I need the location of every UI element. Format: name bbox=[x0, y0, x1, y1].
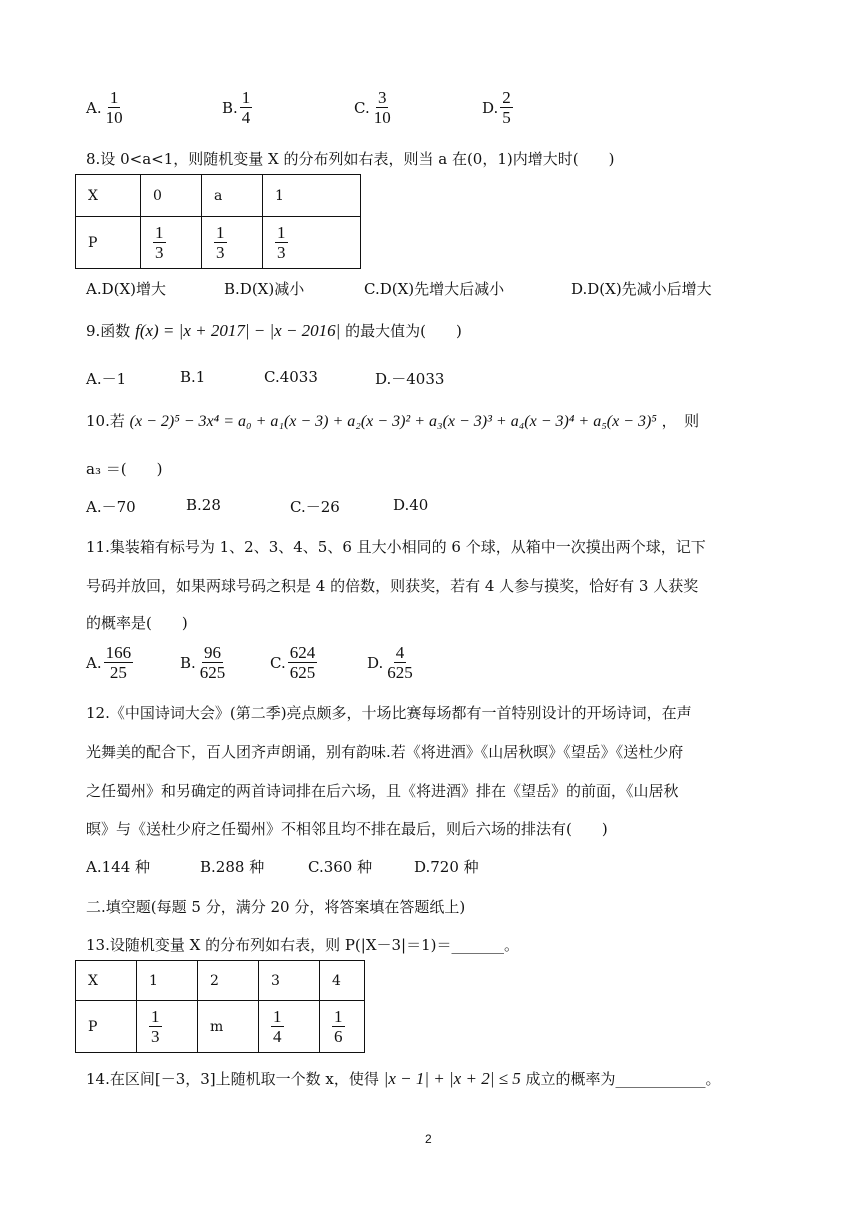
table-cell bbox=[141, 217, 202, 269]
table-cell: a bbox=[202, 175, 263, 217]
table-header-p: P bbox=[76, 217, 141, 269]
table-cell: 2 bbox=[198, 961, 259, 1001]
fraction: $\frac{1}{3}$ bbox=[277, 223, 286, 262]
q10-option-b: B.28 bbox=[186, 496, 221, 514]
table-cell bbox=[263, 217, 361, 269]
table-cell: 4 bbox=[320, 961, 365, 1001]
fraction: $\frac{3}{10}$ bbox=[373, 88, 391, 127]
fraction: $\frac{1}{6}$ bbox=[334, 1007, 343, 1046]
q7-option-a bbox=[86, 88, 125, 127]
q10-line2: a₃ ＝( ) bbox=[86, 460, 163, 478]
q11-option-d bbox=[367, 643, 415, 682]
fraction: $\frac{1}{3}$ bbox=[216, 223, 225, 262]
q9-option-c: C.4033 bbox=[264, 368, 318, 386]
q10-formula: (x − 2)⁵ − 3x⁴ = a₀ + a₁(x − 3) + a₂(x − 3)² + a₃(x − 3)³ + a₄(x − 3)⁴ + a₅(x − 3)⁵ bbox=[129, 413, 657, 430]
q11-option-c bbox=[270, 643, 317, 682]
table-cell: 1 bbox=[263, 175, 361, 217]
q12-option-c: C.360 种 bbox=[308, 858, 373, 876]
q14-suffix: 成立的概率为____________。 bbox=[525, 1070, 721, 1088]
q7-option-d bbox=[482, 88, 513, 127]
table-cell: 1 bbox=[137, 961, 198, 1001]
table-cell bbox=[259, 1001, 320, 1053]
page-number: 2 bbox=[425, 1132, 432, 1146]
q12-line-2: 光舞美的配合下，百人团齐声朗诵，别有韵味.若《将进酒》《山居秋暝》《望岳》《送杜少府 bbox=[86, 743, 684, 761]
q9-suffix: 的最大值为( ) bbox=[345, 322, 462, 340]
option-label: D. bbox=[482, 98, 499, 117]
q14-prefix: 14.在区间[－3，3]上随机取一个数 x，使得 bbox=[86, 1070, 379, 1088]
fraction: $\frac{96}{625}$ bbox=[199, 643, 226, 682]
option-label: B. bbox=[222, 98, 238, 117]
option-label: C. bbox=[270, 653, 286, 672]
q10-option-d: D.40 bbox=[393, 496, 429, 514]
q9-stem bbox=[86, 320, 462, 341]
fraction: $\frac{624}{625}$ bbox=[289, 643, 316, 682]
q11-line-3: 的概率是( ) bbox=[86, 614, 188, 632]
table-cell: 3 bbox=[259, 961, 320, 1001]
q12-option-b: B.288 种 bbox=[200, 858, 265, 876]
q11-line-1: 11.集装箱有标号为 1、2、3、4、5、6 且大小相同的 6 个球，从箱中一次摸出两个球，记下 bbox=[86, 538, 706, 556]
fraction: $\frac{1}{3}$ bbox=[151, 1007, 160, 1046]
q8-distribution-table bbox=[75, 174, 361, 269]
q14-stem bbox=[86, 1068, 721, 1089]
q13-distribution-table bbox=[75, 960, 365, 1053]
option-label: D. bbox=[367, 653, 384, 672]
q8-stem: 8.设 0<a<1，则随机变量 X 的分布列如右表，则当 a 在(0，1)内增大时( ) bbox=[86, 150, 615, 168]
q8-option-d: D.D(X)先减小后增大 bbox=[571, 280, 712, 298]
fraction: $\frac{1}{10}$ bbox=[105, 88, 123, 127]
fraction: $\frac{166}{25}$ bbox=[105, 643, 132, 682]
q11-option-b bbox=[180, 643, 227, 682]
option-label: B. bbox=[180, 653, 196, 672]
q10-suffix: ， 则 bbox=[661, 412, 700, 430]
fraction: $\frac{1}{4}$ bbox=[273, 1007, 282, 1046]
q10-prefix: 10.若 bbox=[86, 412, 125, 430]
section-heading: 二.填空题(每题 5 分，满分 20 分，将答案填在答题纸上) bbox=[86, 898, 466, 916]
q9-formula: f(x) = |x + 2017| − |x − 2016| bbox=[135, 321, 341, 340]
q12-option-d: D.720 种 bbox=[414, 858, 479, 876]
fraction: $\frac{2}{5}$ bbox=[502, 88, 511, 127]
table-header-x: X bbox=[76, 961, 137, 1001]
q11-option-a bbox=[86, 643, 133, 682]
q8-option-b: B.D(X)减小 bbox=[224, 280, 305, 298]
q12-line-4: 暝》与《送杜少府之任蜀州》不相邻且均不排在最后，则后六场的排法有( ) bbox=[86, 820, 608, 838]
option-label: C. bbox=[354, 98, 370, 117]
q10-option-c: C.－26 bbox=[290, 498, 340, 516]
q10-stem bbox=[86, 410, 699, 431]
q8-option-a: A.D(X)增大 bbox=[86, 280, 167, 298]
q8-option-c: C.D(X)先增大后减小 bbox=[364, 280, 505, 298]
table-cell: 0 bbox=[141, 175, 202, 217]
q9-option-a: A.－1 bbox=[86, 370, 127, 388]
fraction: $\frac{4}{625}$ bbox=[387, 643, 413, 682]
q12-option-a: A.144 种 bbox=[86, 858, 150, 876]
q11-line-2: 号码并放回，如果两球号码之积是 4 的倍数，则获奖，若有 4 人参与摸奖，恰好有 3 人获奖 bbox=[86, 577, 699, 595]
q12-line-1: 12.《中国诗词大会》(第二季)亮点颇多，十场比赛每场都有一首特别设计的开场诗词，在声 bbox=[86, 704, 692, 722]
q10-option-a: A.－70 bbox=[86, 498, 136, 516]
q9-option-b: B.1 bbox=[180, 368, 206, 386]
table-cell bbox=[202, 217, 263, 269]
q13-stem: 13.设随机变量 X 的分布列如右表，则 P(|X－3|＝1)＝_______。 bbox=[86, 936, 520, 954]
table-cell bbox=[320, 1001, 365, 1053]
table-cell bbox=[137, 1001, 198, 1053]
option-label: A. bbox=[86, 98, 102, 117]
option-label: A. bbox=[86, 653, 102, 672]
q7-option-c bbox=[354, 88, 393, 127]
q12-line-3: 之任蜀州》和另确定的两首诗词排在后六场，且《将进酒》排在《望岳》的前面，《山居秋 bbox=[86, 782, 679, 800]
table-header-x: X bbox=[76, 175, 141, 217]
table-cell: m bbox=[198, 1001, 259, 1053]
q9-prefix: 9.函数 bbox=[86, 322, 131, 340]
q7-option-b bbox=[222, 88, 252, 127]
fraction: $\frac{1}{4}$ bbox=[241, 88, 251, 127]
fraction: $\frac{1}{3}$ bbox=[155, 223, 164, 262]
q14-formula: |x − 1| + |x + 2| ≤ 5 bbox=[383, 1069, 521, 1088]
table-header-p: P bbox=[76, 1001, 137, 1053]
q9-option-d: D.－4033 bbox=[375, 370, 445, 388]
